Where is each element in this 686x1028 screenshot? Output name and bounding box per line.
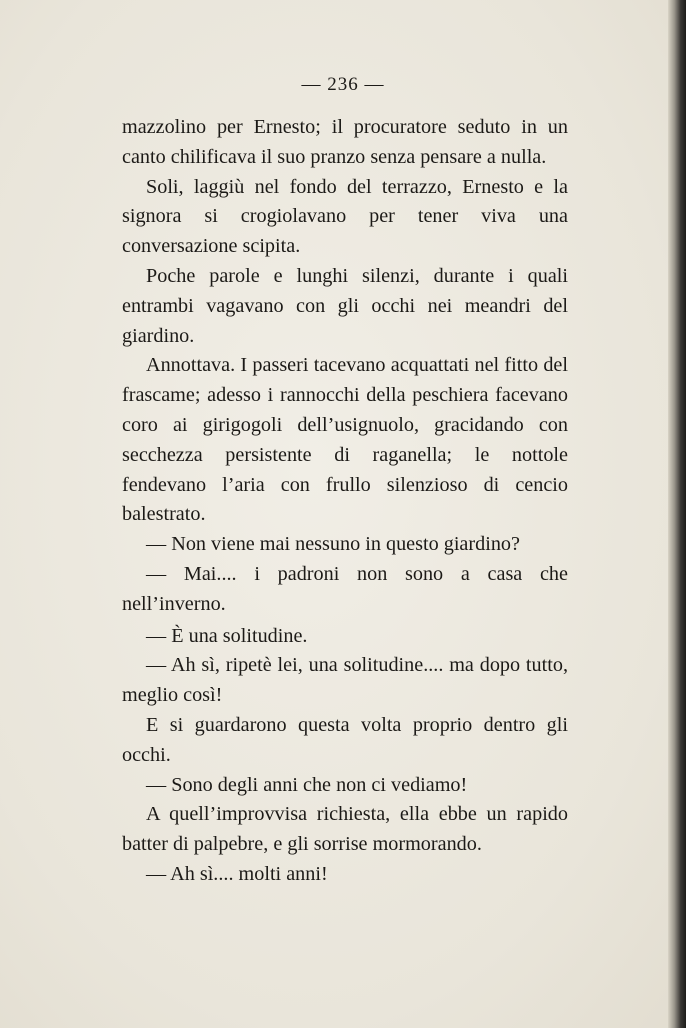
page-number: — 236 —: [301, 74, 385, 95]
dialogue-line-6: — Ah sì.... molti anni!: [146, 862, 328, 885]
dialogue-line-2: — Mai.... i padroni non sono a casa che nell’inverno.: [122, 562, 568, 615]
dialogue-line-1: — Non viene mai nessuno in questo giardino?: [146, 533, 520, 556]
paragraph-5: E si guardarono questa volta proprio dentro gli occhi.: [122, 713, 568, 766]
paragraph-3: Poche parole e lunghi silenzi, durante i quali entrambi vagavano con gli occhi nei meandri del giardino.: [122, 264, 568, 347]
paragraph-1: mazzolino per Ernesto; il procuratore seduto in un canto chilificava il suo pranzo senza pensare a nulla.: [122, 116, 568, 168]
paragraph-4: Annottava. I passeri tacevano acquattati nel fitto del frascame; adesso i rannocchi della peschiera facevano coro ai girigogoli dell’usignuolo, gracidando con secchezza persistente di raganella; le nottole fendevano l’aria con frullo silenzioso di cencio balestrato.: [122, 354, 568, 526]
body-text: [122, 113, 568, 890]
dialogue-line-4: — Ah sì, ripetè lei, una solitudine.... ma dopo tutto, meglio così!: [122, 654, 568, 707]
dialogue-line-3: — È una solitudine.: [146, 624, 308, 647]
paragraph-6: A quell’improvvisa richiesta, ella ebbe un rapido batter di palpebre, e gli sorrise mormorando.: [122, 803, 568, 856]
book-binding-edge: [668, 0, 686, 1028]
dialogue-line-5: — Sono degli anni che non ci vediamo!: [146, 773, 468, 796]
paragraph-2: Soli, laggiù nel fondo del terrazzo, Ernesto e la signora si crogiolavano per tener viva una conversazione scipita.: [122, 175, 568, 258]
